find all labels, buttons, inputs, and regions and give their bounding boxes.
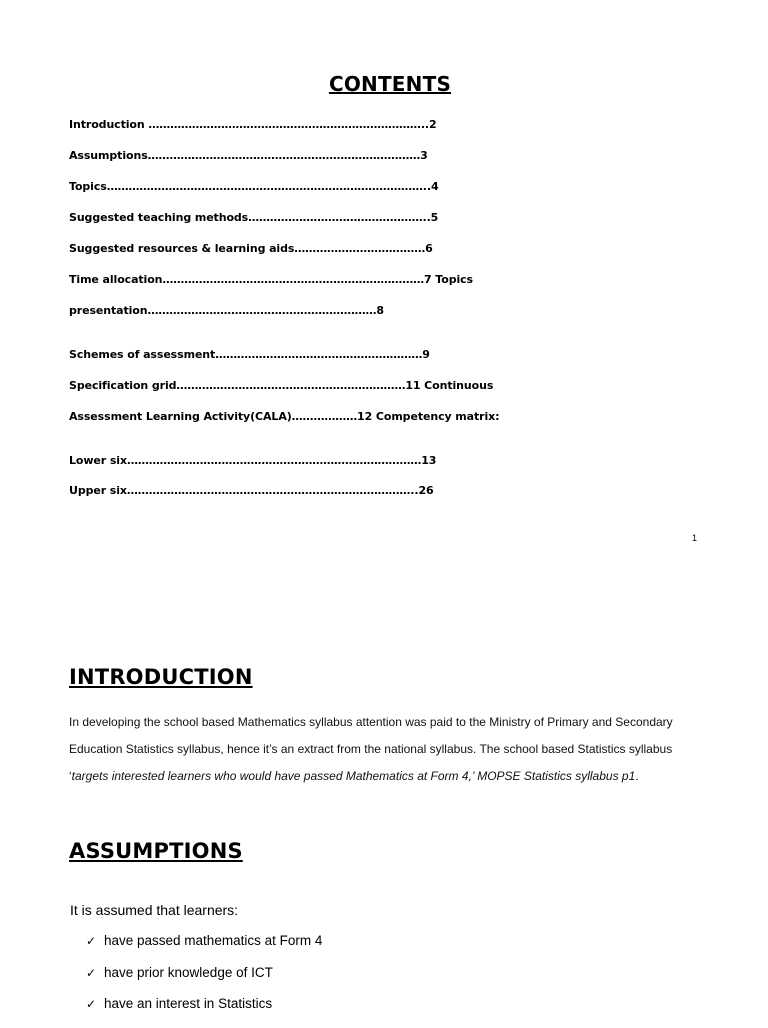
checkmark-icon: ✓ [86,997,97,1011]
checkmark-icon: ✓ [86,965,97,980]
intro-text: In developing the school based Mathematics syllabus attention was paid to the Ministry of Primary and Secondary Education Statistics syllabus, hence it’s an extract from the national syllabus. The school based Statistics syllabus ‘ [69,715,673,783]
assumptions-lead: It is assumed that learners: [70,902,239,918]
toc-entry: Specification grid………………………………………………………11 Continuous [69,379,494,392]
intro-quote: targets interested learners who would have passed Mathematics at Form 4,’ MOPSE Statistics syllabus p1 [71,769,636,783]
assumptions-heading: ASSUMPTIONS [69,839,243,863]
toc-entry: Assessment Learning Activity(CALA)………………12 Competency matrix: [69,410,500,423]
toc-entry: Assumptions…………………………………………………………………3 [69,149,428,162]
checkmark-icon: ✓ [86,934,97,948]
assumptions-list [86,933,322,1028]
toc-entry: Schemes of assessment…………………………………………………9 [69,348,430,361]
list-item [86,965,322,997]
intro-text-end: . [635,769,639,783]
toc-entry: Upper six……………………………………………………………………..26 [69,484,434,497]
toc-entry: Topics……………………………………………………………………………..4 [69,180,439,193]
contents-title: CONTENTS [328,72,452,96]
toc-entry: Introduction …………………………………………………………………..2 [69,118,437,131]
toc-entry: Suggested resources & learning aids………………………………6 [69,242,433,255]
list-item-text: have prior knowledge of ICT [104,964,273,980]
list-item [86,996,322,1028]
introduction-paragraph [69,709,709,790]
list-item-text: have an interest in Statistics [104,996,273,1011]
toc-entry: Lower six………………………………………………………………………13 [69,454,437,467]
toc-entry: Time allocation………………………………………………………………7 Topics [69,273,474,286]
page-number: 1 [692,533,698,543]
toc-entry: presentation………………………………………………………8 [69,304,384,317]
toc-entry: Suggested teaching methods…………………………………………..5 [69,211,439,224]
list-item-text: have passed mathematics at Form 4 [104,933,323,948]
list-item [86,933,322,965]
introduction-heading: INTRODUCTION [69,665,253,689]
